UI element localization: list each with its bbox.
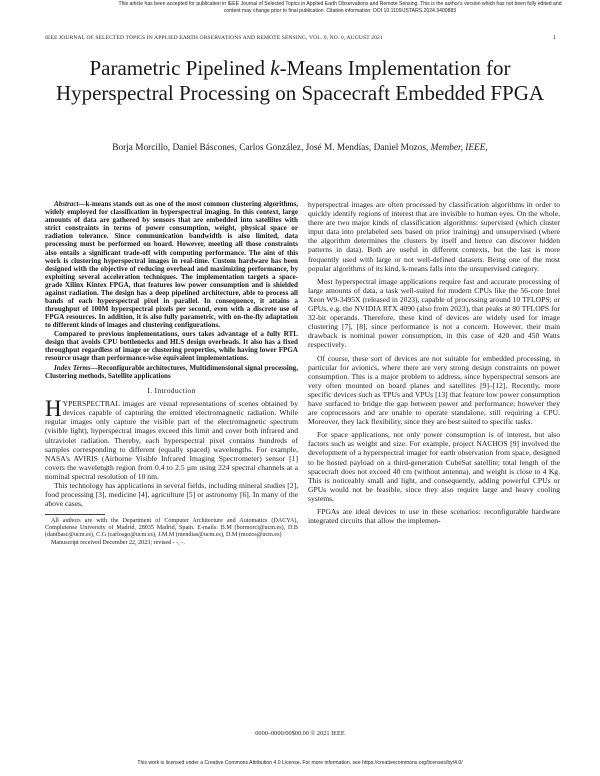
index-terms: [45, 364, 298, 380]
left-column: [45, 200, 298, 547]
index-terms-text: —Reconfigurable architectures, Multidimensional signal processing, Clustering methods, Satellite applications: [45, 363, 299, 380]
footnote-affiliation: All authors are with the Department of Computer Architecture and Automatics (DACYA), Complutense University of Madrid, 28035 Madrid, Spain. E-mails: B.M (bormorci@ucm.es), D.B (danibasc@ucm.es), C.G (carlosgo@ucm.es), J.M.M (mendias@ucm.es), D.M (mozos@ucm.es): [45, 518, 298, 539]
right-paragraph-4: For space applications, not only power consumption is of interest, but also factors such as weight and size. For example, project NACHOS [9] involved the development of a hyperspectral imager for earth observation from space, designed to be hosted payload on a third-generation CubeSat satellite; total length of the spacecraft does not exceed 40 cm (without antenna), and weight is close to 4 Kg. This is noticeably small and light, and consequently, adding powerful CPUs or GPUs would not be feasible, since they also require large and heavy cooling systems.: [308, 430, 560, 503]
intro-text-1: YPERSPECTRAL images are visual representations of scenes obtained by devices capable of capturing the emitted electromagnetic radiation. While regular images only capture the visible part of the electromagnetic spectrum (visible light), hyperspectral images exceed this limit and cover both infrared and ultraviolet radiation. Thereby, each hyperspectral pixel contains hundreds of samples corresponding to different (equally spaced) wavelengths. For example, NASA's AVIRIS (Airborne Visible Infrared Imaging Spectrometer) sensor [1] covers the wavelength region from 0.4 to 2.5 μm using 224 spectral channels at a nominal spectral resolution of 10 nm.: [45, 399, 298, 481]
journal-header: IEEE JOURNAL OF SELECTED TOPICS IN APPLIED EARTH OBSERVATIONS AND REMOTE SENSING, VOL. 0, NO. 0, AUGUST 2021: [45, 35, 383, 41]
drop-cap: H: [45, 396, 62, 422]
right-column: [308, 200, 560, 525]
intro-paragraph-1: [45, 396, 298, 481]
author-names: Borja Morcillo, Daniel Báscones, Carlos González, José M. Mendías, Daniel Mozos,: [112, 143, 431, 153]
publication-notice: This article has been accepted for publication in IEEE Journal of Selected Topics in Applied Earth Observations and Remote Sensing. This is the author's version which has not been fully edited and content may change prior to final publication. Citation information: DOI 10.1109/JSTARS.2024.3400883: [118, 1, 562, 14]
license-notice: This work is licensed under a Creative Commons Attribution 4.0 License. For more information, see https://creativecommons.org/licenses/by/4.0/: [137, 760, 463, 766]
right-paragraph-1: hyperspectral images are often processed by classification algorithms in order to quickly identify regions of interest that are invisible to human eyes. On the whole, there are two major kinds of classification algorithms: supervised (which cluster input data into prelabeled sets based on prior training) and unsupervised (where the algorithm determines the clusters by itself and hence can discover hidden patterns in data). Both are useful in different contexts, but the last is more frequently used with large or not well-defined datasets. Being one of the most popular algorithms of its kind, k-means falls into the unsupervised category.: [308, 200, 560, 273]
right-paragraph-5: FPGAs are ideal devices to use in these scenarios: reconfigurable hardware integrated circuits that allow the implemen-: [308, 507, 560, 526]
footnote-divider: [45, 514, 105, 515]
copyright-line: 0000–0000/00$00.00 © 2021 IEEE: [255, 730, 345, 737]
intro-paragraph-2: This technology has applications in several fields, including mineral studies [2], food processing [3], medicine [4], agriculture [5] or astronomy [6]. In many of the above cases,: [45, 481, 298, 509]
author-list: [40, 143, 560, 153]
author-membership: Member, IEEE,: [430, 143, 488, 153]
title-part-2: -Means Implementation for Hyperspectral Processing on Spacecraft Embedded FPGA: [55, 56, 545, 105]
title-k: k: [270, 56, 280, 80]
title-part-1: Parametric Pipelined: [89, 56, 271, 80]
right-paragraph-3: Of course, these sort of devices are not suitable for embedded processing, in particular for avionics, where there are very strong design constraints on power consumption. This is a major problem to address, since hyperspectral sensors are very often mounted on board planes and satellites [9]–[12]. Recently, more specific devices such as TPUs and VPUs [13] that feature low power consumption have surfaced to bridge the gap between power and performance; however they are coprocessors and are unable to operate standalone, still requiring a CPU. Moreover, they lack flexibility, since they are best suited to specific tasks.: [308, 353, 560, 427]
paper-title: [40, 56, 560, 106]
abstract-label: Abstract: [54, 200, 79, 208]
abstract: [45, 200, 298, 330]
section-heading-introduction: I. Introduction: [147, 386, 196, 396]
abstract-text: —k-means stands out as one of the most common clustering algorithms, widely employed for classification in hyperspectral imaging. In this context, large amounts of data are gathered by sensors that are embedded into satellites with strict constraints in terms of power consumption, weight, physical space or radiation tolerance. Since communication bandwidth is also limited, data processing must be performed on board. However, meeting all those constraints also entails a significant trade-off with computing performance. The aim of this work is clustering hyperspectral images in real-time. Custom hardware has been designed with the objective of reducing overhead and maximizing performance, by exploiting several acceleration techniques. The implementation targets a space-grade Xilinx Kintex FPGA, that features low power consumption and is shielded against radiation. The design has a deep pipelined architecture, able to process all bands of each hyperspectral pixel in parallel. In consequence, it attains a throughput of 100M hyperspectral pixels per second, even with a discrete use of FPGA resources. In addition, it is also fully parametric, with on-the-fly adaptation to different kinds of images and clustering configurations.: [45, 200, 298, 330]
footnote-received: Manuscript received December 22, 2023; revised - -, -.: [51, 539, 185, 546]
abstract-continued: Compared to previous implementations, ours takes advantage of a fully RTL design that avoids CPU bottlenecks and HLS design overheads. It also has a fixed throughput regardless of image or clustering properties, while having lower FPGA resource usage than performance-wise equivalent implementations.: [45, 329, 298, 362]
page-number: 1: [553, 35, 556, 41]
index-terms-label: Index Terms: [54, 363, 91, 372]
right-paragraph-2: Most hyperspectral image applications require fast and accurate processing of large amounts of data, a task well-suited for modern CPUs like the 56-core Intel Xeon W9-3495X (released in 2023), capable of processing around 10 TFLOPS; or GPUs, e.g. the NVIDIA RTX 4090 (also from 2023), that peaks at 80 TFLOPS for 32-bit operands. Therefore, these kind of devices are widely used for image clustering [7], [8], since performance is not a concern. However, their main drawback is nominal power consumption, in this case of 420 and 450 Watts respectively.: [308, 276, 560, 350]
